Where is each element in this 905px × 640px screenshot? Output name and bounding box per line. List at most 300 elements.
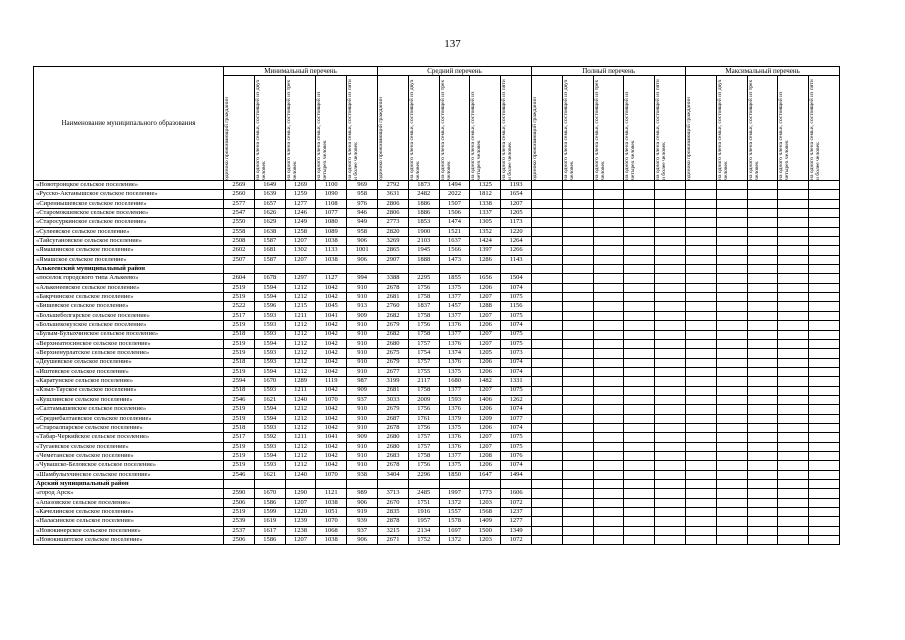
- subcolumn-label: одиноко проживающий гражданин: [532, 97, 539, 180]
- avg-value-cell: 1377: [439, 330, 470, 339]
- avg-value-cell: 1143: [501, 255, 532, 264]
- min-value-cell: 1041: [316, 433, 347, 442]
- empty-cell: [778, 367, 809, 376]
- table-body: [34, 181, 840, 545]
- empty-cell: [686, 330, 717, 339]
- subcolumn-header: [562, 76, 593, 181]
- min-value-cell: 2519: [224, 283, 255, 292]
- min-value-cell: 1108: [316, 199, 347, 208]
- avg-value-cell: 1374: [439, 349, 470, 358]
- avg-value-cell: 3199: [378, 377, 409, 386]
- avg-value-cell: 2760: [378, 302, 409, 311]
- settlement-name: «Каратунское сельское поселение»: [34, 377, 224, 386]
- avg-value-cell: 2485: [408, 489, 439, 498]
- empty-cell: [562, 265, 593, 274]
- empty-cell: [562, 536, 593, 545]
- subcolumn-label: на одного члена семьи, состоящей из двух человек: [562, 79, 575, 180]
- empty-cell: [593, 265, 624, 274]
- avg-value-cell: 2675: [378, 349, 409, 358]
- min-value-cell: 1077: [316, 209, 347, 218]
- avg-value-cell: 1376: [439, 433, 470, 442]
- empty-cell: [778, 293, 809, 302]
- empty-cell: [778, 498, 809, 507]
- avg-value-cell: 1325: [470, 181, 501, 190]
- settlement-name: «Сирениышевское сельское поселение»: [34, 199, 224, 208]
- settlement-name: «Тайсугановское сельское поселение»: [34, 237, 224, 246]
- avg-value-cell: 1206: [470, 367, 501, 376]
- subcolumn-header: [809, 76, 840, 181]
- avg-value-cell: 1379: [439, 414, 470, 423]
- empty-cell: [655, 293, 686, 302]
- min-value-cell: 2519: [224, 339, 255, 348]
- min-value-cell: 1212: [285, 451, 316, 460]
- empty-cell: [778, 358, 809, 367]
- min-value-cell: 1649: [254, 181, 285, 190]
- settlement-name: «Верхненурлатское сельское поселение»: [34, 349, 224, 358]
- min-value-cell: 1207: [285, 536, 316, 545]
- empty-cell: [624, 181, 655, 190]
- min-value-cell: 2519: [224, 461, 255, 470]
- empty-cell: [562, 321, 593, 330]
- empty-cell: [809, 302, 840, 311]
- empty-cell: [655, 423, 686, 432]
- min-value-cell: 2539: [224, 517, 255, 526]
- empty-cell: [593, 358, 624, 367]
- min-value-cell: 1212: [285, 321, 316, 330]
- empty-cell: [747, 321, 778, 330]
- empty-cell: [778, 526, 809, 535]
- avg-value-cell: 1521: [439, 227, 470, 236]
- subcolumn-label: на одного члена семьи, состоящей из четырех человек: [316, 91, 329, 180]
- min-value-cell: 910: [347, 461, 378, 470]
- avg-value-cell: 1075: [501, 433, 532, 442]
- table-row: [34, 330, 840, 339]
- subcolumn-header: [408, 76, 439, 181]
- empty-cell: [655, 367, 686, 376]
- min-value-cell: 938: [347, 470, 378, 479]
- empty-cell: [778, 218, 809, 227]
- empty-cell: [624, 190, 655, 199]
- empty-cell: [532, 405, 563, 414]
- empty-cell: [624, 311, 655, 320]
- empty-cell: [778, 414, 809, 423]
- min-value-cell: 1042: [316, 423, 347, 432]
- empty-cell: [716, 433, 747, 442]
- min-value-cell: 1626: [254, 209, 285, 218]
- empty-cell: [747, 209, 778, 218]
- min-value-cell: 1289: [285, 377, 316, 386]
- min-value-cell: 2519: [224, 451, 255, 460]
- empty-cell: [562, 181, 593, 190]
- min-value-cell: 1212: [285, 405, 316, 414]
- avg-value-cell: 2680: [378, 339, 409, 348]
- table-row: [34, 395, 840, 404]
- empty-cell: [532, 395, 563, 404]
- empty-cell: [778, 433, 809, 442]
- empty-cell: [624, 461, 655, 470]
- avg-value-cell: 1409: [470, 517, 501, 526]
- subcolumn-label: на одного члена семьи, состоящей из пяти и более человек: [809, 79, 822, 180]
- empty-cell: [716, 442, 747, 451]
- empty-cell: [593, 377, 624, 386]
- empty-cell: [562, 367, 593, 376]
- avg-value-cell: 1377: [439, 311, 470, 320]
- min-value-cell: 910: [347, 367, 378, 376]
- avg-value-cell: 1855: [439, 274, 470, 283]
- empty-cell: [747, 190, 778, 199]
- empty-cell: [686, 442, 717, 451]
- empty-cell: [747, 218, 778, 227]
- empty-cell: [778, 265, 809, 274]
- empty-cell: [347, 265, 378, 274]
- avg-value-cell: 2677: [378, 367, 409, 376]
- empty-cell: [624, 508, 655, 517]
- empty-cell: [747, 480, 778, 489]
- min-value-cell: 1638: [254, 227, 285, 236]
- avg-value-cell: 1074: [501, 283, 532, 292]
- empty-cell: [778, 274, 809, 283]
- settlement-name: «Старомокшевское сельское поселение»: [34, 209, 224, 218]
- empty-cell: [624, 255, 655, 264]
- empty-cell: [593, 293, 624, 302]
- empty-cell: [686, 349, 717, 358]
- avg-value-cell: 1566: [439, 246, 470, 255]
- empty-cell: [747, 199, 778, 208]
- avg-value-cell: 2295: [408, 274, 439, 283]
- empty-cell: [532, 321, 563, 330]
- table-row: [34, 190, 840, 199]
- empty-cell: [686, 461, 717, 470]
- min-value-cell: 1670: [254, 489, 285, 498]
- avg-value-cell: 1337: [470, 209, 501, 218]
- table-row: [34, 489, 840, 498]
- empty-cell: [593, 442, 624, 451]
- empty-cell: [747, 461, 778, 470]
- empty-cell: [747, 470, 778, 479]
- avg-value-cell: 1900: [408, 227, 439, 236]
- empty-cell: [532, 442, 563, 451]
- empty-cell: [593, 283, 624, 292]
- avg-value-cell: 1473: [439, 255, 470, 264]
- empty-cell: [716, 311, 747, 320]
- min-value-cell: 1211: [285, 386, 316, 395]
- empty-cell: [655, 480, 686, 489]
- avg-value-cell: 1758: [408, 293, 439, 302]
- empty-cell: [593, 349, 624, 358]
- empty-cell: [532, 237, 563, 246]
- empty-cell: [593, 508, 624, 517]
- empty-cell: [532, 339, 563, 348]
- avg-value-cell: 1207: [470, 386, 501, 395]
- empty-cell: [655, 508, 686, 517]
- empty-cell: [686, 237, 717, 246]
- min-value-cell: 1594: [254, 405, 285, 414]
- empty-cell: [686, 339, 717, 348]
- empty-cell: [778, 209, 809, 218]
- min-value-cell: 913: [347, 302, 378, 311]
- empty-cell: [593, 181, 624, 190]
- avg-value-cell: 1654: [501, 190, 532, 199]
- empty-cell: [809, 358, 840, 367]
- min-value-cell: 1215: [285, 302, 316, 311]
- settlement-name: «Алькенеевское сельское поселение»: [34, 283, 224, 292]
- empty-cell: [532, 414, 563, 423]
- empty-cell: [593, 498, 624, 507]
- min-value-cell: 1657: [254, 199, 285, 208]
- min-value-cell: 1246: [285, 209, 316, 218]
- empty-cell: [716, 209, 747, 218]
- min-value-cell: 909: [347, 311, 378, 320]
- table-row: [34, 386, 840, 395]
- subcolumn-label: на одного члена семьи, состоящей из двух человек: [254, 79, 267, 180]
- min-value-cell: 1259: [285, 190, 316, 199]
- empty-cell: [655, 349, 686, 358]
- table-row: [34, 536, 840, 545]
- empty-cell: [532, 246, 563, 255]
- empty-cell: [809, 433, 840, 442]
- avg-value-cell: 1755: [408, 367, 439, 376]
- empty-cell: [747, 451, 778, 460]
- empty-cell: [532, 377, 563, 386]
- empty-cell: [716, 321, 747, 330]
- empty-cell: [686, 498, 717, 507]
- avg-value-cell: 1945: [408, 246, 439, 255]
- table-row: [34, 199, 840, 208]
- empty-cell: [716, 414, 747, 423]
- empty-cell: [655, 395, 686, 404]
- table-row: [34, 423, 840, 432]
- avg-value-cell: 1074: [501, 367, 532, 376]
- empty-cell: [624, 218, 655, 227]
- empty-cell: [655, 283, 686, 292]
- min-value-cell: 1119: [316, 377, 347, 386]
- empty-cell: [747, 536, 778, 545]
- empty-cell: [655, 255, 686, 264]
- min-value-cell: 1239: [285, 517, 316, 526]
- min-value-cell: 1639: [254, 190, 285, 199]
- settlement-name: «Ямашское сельское поселение»: [34, 255, 224, 264]
- avg-value-cell: 1758: [408, 311, 439, 320]
- empty-cell: [778, 395, 809, 404]
- settlement-name: «Большекокузское сельское поселение»: [34, 321, 224, 330]
- empty-cell: [809, 414, 840, 423]
- avg-value-cell: 1482: [470, 377, 501, 386]
- empty-cell: [778, 480, 809, 489]
- avg-value-cell: 2678: [378, 423, 409, 432]
- group-header: Минимальный перечень: [224, 67, 378, 76]
- avg-value-cell: 1074: [501, 321, 532, 330]
- empty-cell: [747, 526, 778, 535]
- empty-cell: [809, 255, 840, 264]
- district-name: Алькеевский муниципальный район: [34, 265, 224, 274]
- empty-cell: [809, 190, 840, 199]
- min-value-cell: 1042: [316, 386, 347, 395]
- min-value-cell: 1041: [316, 311, 347, 320]
- min-value-cell: 2506: [224, 536, 255, 545]
- subcolumn-label: одиноко проживающий гражданин: [378, 97, 385, 180]
- empty-cell: [562, 311, 593, 320]
- avg-value-cell: 1206: [470, 405, 501, 414]
- settlement-name: «поселок городского типа Алькеево»: [34, 274, 224, 283]
- empty-cell: [686, 395, 717, 404]
- empty-cell: [655, 181, 686, 190]
- empty-cell: [778, 405, 809, 414]
- avg-value-cell: 1376: [439, 442, 470, 451]
- empty-cell: [778, 283, 809, 292]
- avg-value-cell: 1209: [470, 414, 501, 423]
- empty-cell: [593, 395, 624, 404]
- avg-value-cell: 1886: [408, 209, 439, 218]
- subcolumn-header: [439, 76, 470, 181]
- min-value-cell: 1596: [254, 302, 285, 311]
- min-value-cell: 2602: [224, 246, 255, 255]
- min-value-cell: 2517: [224, 433, 255, 442]
- empty-cell: [532, 311, 563, 320]
- min-value-cell: 1127: [316, 274, 347, 283]
- avg-value-cell: 1997: [439, 489, 470, 498]
- min-value-cell: 1211: [285, 311, 316, 320]
- empty-cell: [624, 386, 655, 395]
- min-value-cell: 1593: [254, 349, 285, 358]
- avg-value-cell: 1208: [470, 451, 501, 460]
- avg-value-cell: 1756: [408, 423, 439, 432]
- empty-cell: [593, 209, 624, 218]
- empty-cell: [747, 349, 778, 358]
- avg-value-cell: 1758: [408, 451, 439, 460]
- group-header: Полный перечень: [532, 67, 686, 76]
- min-value-cell: 1592: [254, 433, 285, 442]
- empty-cell: [716, 489, 747, 498]
- min-value-cell: 1238: [285, 526, 316, 535]
- subcolumn-label: одиноко проживающий гражданин: [686, 97, 693, 180]
- avg-value-cell: 1656: [470, 274, 501, 283]
- min-value-cell: 906: [347, 237, 378, 246]
- empty-cell: [532, 367, 563, 376]
- empty-cell: [809, 265, 840, 274]
- table-row: [34, 526, 840, 535]
- empty-cell: [716, 451, 747, 460]
- avg-value-cell: 1377: [439, 386, 470, 395]
- empty-cell: [655, 377, 686, 386]
- settlement-name: «Староалпарское сельское поселение»: [34, 423, 224, 432]
- empty-cell: [593, 517, 624, 526]
- empty-cell: [532, 517, 563, 526]
- empty-cell: [778, 536, 809, 545]
- empty-cell: [624, 367, 655, 376]
- table-row: [34, 414, 840, 423]
- avg-value-cell: 1205: [470, 349, 501, 358]
- min-value-cell: 1042: [316, 283, 347, 292]
- min-value-cell: 1212: [285, 293, 316, 302]
- avg-value-cell: 1156: [501, 302, 532, 311]
- empty-cell: [593, 470, 624, 479]
- min-value-cell: 1038: [316, 237, 347, 246]
- empty-cell: [562, 358, 593, 367]
- min-value-cell: 1587: [254, 255, 285, 264]
- min-value-cell: 1070: [316, 517, 347, 526]
- empty-cell: [747, 265, 778, 274]
- min-value-cell: 1212: [285, 330, 316, 339]
- empty-cell: [716, 181, 747, 190]
- min-value-cell: 987: [347, 377, 378, 386]
- min-value-cell: 1051: [316, 508, 347, 517]
- avg-value-cell: 1757: [408, 433, 439, 442]
- empty-cell: [562, 489, 593, 498]
- avg-value-cell: 1074: [501, 461, 532, 470]
- avg-value-cell: 2680: [378, 442, 409, 451]
- min-value-cell: 1212: [285, 349, 316, 358]
- empty-cell: [716, 470, 747, 479]
- avg-value-cell: 1680: [439, 377, 470, 386]
- empty-cell: [716, 330, 747, 339]
- empty-cell: [655, 470, 686, 479]
- empty-cell: [778, 423, 809, 432]
- empty-cell: [716, 405, 747, 414]
- empty-cell: [532, 255, 563, 264]
- empty-cell: [562, 386, 593, 395]
- empty-cell: [562, 339, 593, 348]
- avg-value-cell: 2679: [378, 321, 409, 330]
- avg-value-cell: 1754: [408, 349, 439, 358]
- empty-cell: [562, 451, 593, 460]
- empty-cell: [716, 395, 747, 404]
- min-value-cell: 1100: [316, 181, 347, 190]
- min-value-cell: 1207: [285, 237, 316, 246]
- avg-value-cell: 1207: [470, 339, 501, 348]
- empty-cell: [562, 293, 593, 302]
- table-row: [34, 255, 840, 264]
- min-value-cell: 1212: [285, 367, 316, 376]
- settlement-name: «Новотроицкое сельское поселение»: [34, 181, 224, 190]
- empty-cell: [778, 451, 809, 460]
- table-row: [34, 470, 840, 479]
- empty-cell: [562, 274, 593, 283]
- empty-cell: [532, 330, 563, 339]
- subcolumn-label: на одного члена семьи, состоящей из двух человек: [408, 79, 421, 180]
- avg-value-cell: 1375: [439, 283, 470, 292]
- min-value-cell: 2507: [224, 255, 255, 264]
- empty-cell: [624, 405, 655, 414]
- table-row: [34, 246, 840, 255]
- empty-cell: [655, 461, 686, 470]
- empty-cell: [532, 209, 563, 218]
- avg-value-cell: 1206: [470, 321, 501, 330]
- empty-cell: [624, 377, 655, 386]
- empty-cell: [747, 442, 778, 451]
- avg-value-cell: 1637: [439, 237, 470, 246]
- empty-cell: [686, 433, 717, 442]
- min-value-cell: 910: [347, 321, 378, 330]
- min-value-cell: 1212: [285, 283, 316, 292]
- empty-cell: [686, 283, 717, 292]
- min-value-cell: 994: [347, 274, 378, 283]
- empty-cell: [593, 274, 624, 283]
- avg-value-cell: 1075: [501, 330, 532, 339]
- avg-value-cell: 1277: [501, 517, 532, 526]
- empty-cell: [593, 526, 624, 535]
- empty-cell: [778, 489, 809, 498]
- settlement-name: «Апазовское сельское поселение»: [34, 498, 224, 507]
- empty-cell: [747, 227, 778, 236]
- settlement-name: «Кушлинское сельское поселение»: [34, 395, 224, 404]
- empty-cell: [716, 246, 747, 255]
- table-row: [34, 498, 840, 507]
- avg-value-cell: 1193: [501, 181, 532, 190]
- empty-cell: [655, 414, 686, 423]
- empty-cell: [655, 489, 686, 498]
- avg-value-cell: 1173: [501, 218, 532, 227]
- empty-cell: [686, 255, 717, 264]
